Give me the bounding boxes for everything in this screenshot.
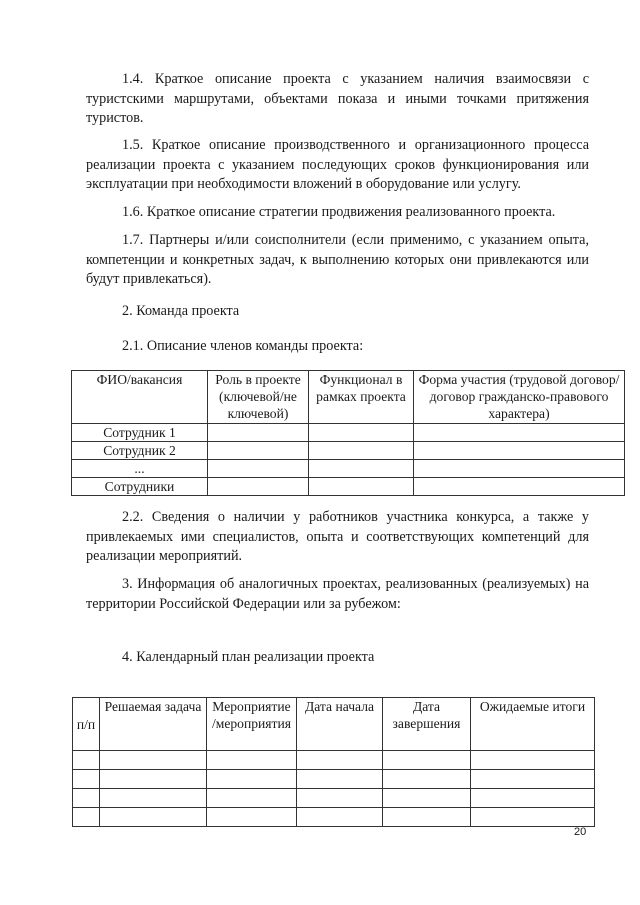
- plan-cell: [73, 808, 100, 827]
- team-cell: [208, 442, 309, 460]
- plan-header-number: п/п: [73, 698, 100, 751]
- team-cell: [208, 478, 309, 496]
- table-row: [73, 751, 595, 770]
- section-2-2: 2.2. Сведения о наличии у работников участника конкурса, а также у привлекаемых ими специалистов, опыта и соответствующих компетенций для реализации мероприятий.: [86, 509, 589, 564]
- plan-cell: [383, 808, 471, 827]
- plan-cell: [471, 751, 595, 770]
- plan-table-header-row: [73, 698, 595, 751]
- plan-header-task: Решаемая задача: [100, 698, 207, 751]
- team-table: [71, 370, 625, 496]
- table-row: [73, 808, 595, 827]
- plan-cell: [471, 770, 595, 789]
- team-header-function: Функционал в рамках проекта: [309, 371, 414, 424]
- plan-cell: [297, 751, 383, 770]
- plan-cell: [207, 808, 297, 827]
- team-header-form: Форма участия (трудовой договор/договор гражданско-правового характера): [414, 371, 625, 424]
- plan-cell: [73, 751, 100, 770]
- section-1-5: 1.5. Краткое описание производственного и организационного процесса реализации проекта с указанием последующих сроков функционирования или эксплуатации при необходимости вложений в оборудование или услугу.: [86, 137, 589, 192]
- page-number: 20: [574, 826, 587, 838]
- plan-cell: [73, 770, 100, 789]
- table-row: [73, 770, 595, 789]
- plan-cell: [100, 751, 207, 770]
- plan-header-end-date: Дата завершения: [383, 698, 471, 751]
- team-cell: [309, 442, 414, 460]
- section-2-heading: 2. Команда проекта: [122, 303, 240, 319]
- plan-cell: [471, 808, 595, 827]
- team-cell: [208, 424, 309, 442]
- team-cell: Сотрудник 1: [72, 424, 208, 442]
- plan-header-results: Ожидаемые итоги: [471, 698, 595, 751]
- table-row: [72, 460, 625, 478]
- table-row: [72, 424, 625, 442]
- plan-header-activity: Мероприятие /мероприятия: [207, 698, 297, 751]
- plan-cell: [100, 789, 207, 808]
- table-row: [73, 789, 595, 808]
- plan-cell: [207, 751, 297, 770]
- team-cell: [414, 478, 625, 496]
- plan-cell: [383, 770, 471, 789]
- team-cell: [309, 424, 414, 442]
- team-cell: [414, 460, 625, 478]
- team-cell: [309, 478, 414, 496]
- team-cell: Сотрудники: [72, 478, 208, 496]
- plan-header-start-date: Дата начала: [297, 698, 383, 751]
- section-3: 3. Информация об аналогичных проектах, реализованных (реализуемых) на территории Российской Федерации или за рубежом:: [86, 576, 589, 612]
- plan-cell: [297, 808, 383, 827]
- calendar-plan-table: [72, 697, 595, 827]
- team-cell: [208, 460, 309, 478]
- plan-cell: [100, 770, 207, 789]
- plan-cell: [100, 808, 207, 827]
- table-row: [72, 478, 625, 496]
- plan-cell: [73, 789, 100, 808]
- table-row: [72, 442, 625, 460]
- team-header-name: ФИО/вакансия: [72, 371, 208, 424]
- team-cell: [414, 442, 625, 460]
- team-cell: [414, 424, 625, 442]
- plan-cell: [207, 789, 297, 808]
- team-cell: Сотрудник 2: [72, 442, 208, 460]
- team-cell: ...: [72, 460, 208, 478]
- plan-cell: [297, 789, 383, 808]
- plan-cell: [471, 789, 595, 808]
- plan-cell: [383, 789, 471, 808]
- section-1-4: 1.4. Краткое описание проекта с указанием наличия взаимосвязи с туристскими маршрутами, объектами показа и иными точками притяжения туристов.: [86, 71, 589, 126]
- section-1-7: 1.7. Партнеры и/или соисполнители (если применимо, с указанием опыта, компетенции и конкретных задач, к выполнению которых они привлекаются или будут привлекаться).: [86, 232, 589, 287]
- section-4-heading: 4. Календарный план реализации проекта: [122, 649, 375, 665]
- section-1-6: 1.6. Краткое описание стратегии продвижения реализованного проекта.: [122, 204, 556, 220]
- section-2-1-heading: 2.1. Описание членов команды проекта:: [122, 338, 364, 354]
- plan-cell: [207, 770, 297, 789]
- team-header-role: Роль в проекте (ключевой/не ключевой): [208, 371, 309, 424]
- plan-cell: [297, 770, 383, 789]
- team-cell: [309, 460, 414, 478]
- plan-cell: [383, 751, 471, 770]
- team-table-header-row: [72, 371, 625, 424]
